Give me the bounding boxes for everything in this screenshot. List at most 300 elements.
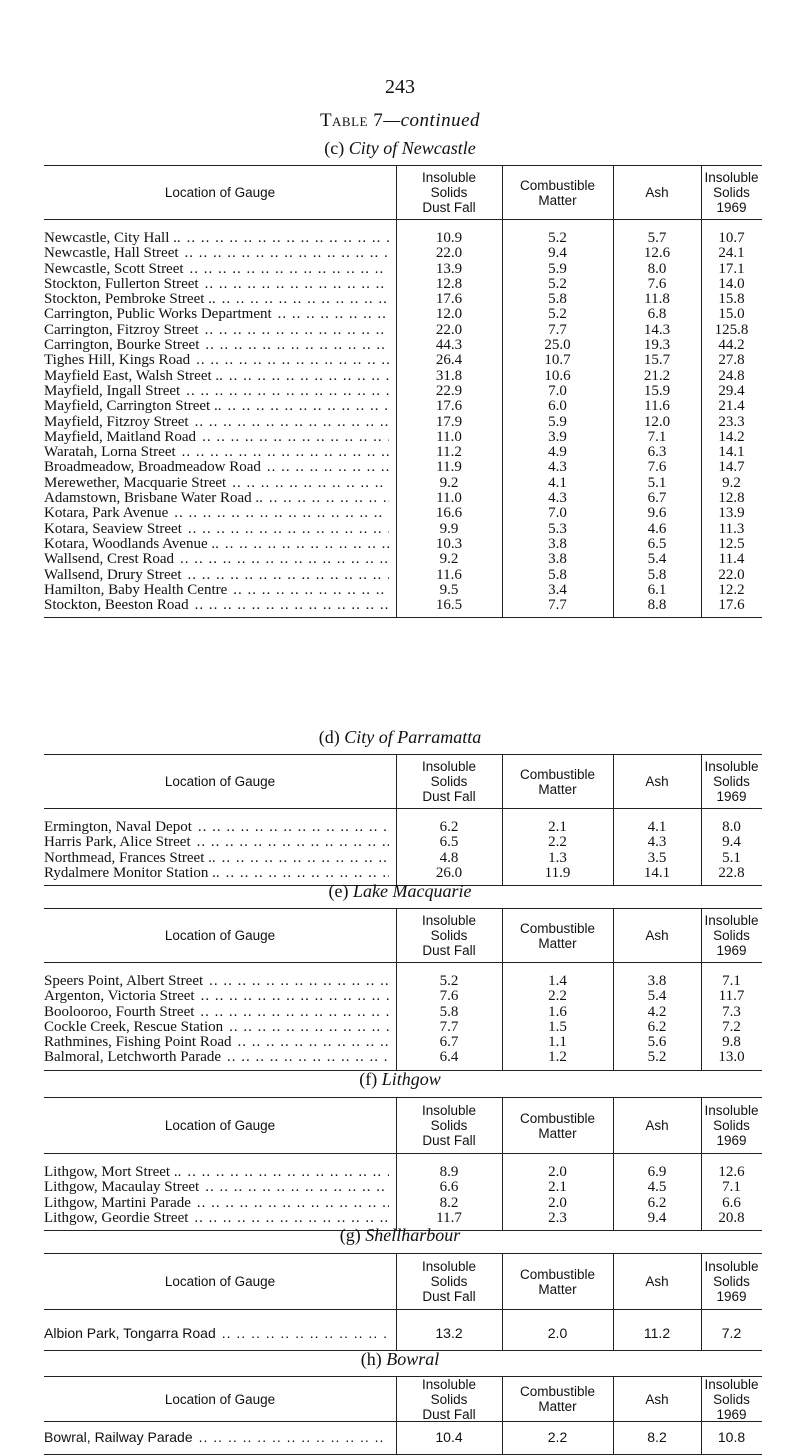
table-row	[44, 866, 762, 881]
cell-combustible: 5.3	[548, 520, 567, 537]
cell-solids-1969: 12.5	[718, 535, 745, 552]
cell-dust-fall: 17.6	[435, 398, 463, 415]
column-divider	[502, 909, 503, 1070]
cell-ash: 14.3	[643, 321, 671, 338]
cell-solids-1969: 23.3	[718, 413, 745, 430]
table-header	[44, 166, 762, 220]
table-row	[44, 277, 762, 292]
table-row	[44, 583, 762, 598]
cell-combustible: 5.8	[548, 566, 567, 583]
page-number: 243	[385, 76, 415, 98]
table-row	[44, 369, 762, 384]
cell-solids-1969: 14.7	[718, 459, 745, 476]
cell-combustible: 7.7	[548, 597, 567, 614]
column-divider	[701, 1377, 702, 1454]
header-dust-fall	[396, 166, 502, 219]
header-dust-fall-line: Dust Fall	[422, 200, 476, 215]
cell-combustible: 3.8	[548, 535, 567, 552]
cell-combustible: 5.9	[548, 413, 567, 430]
cell-ash: 11.8	[644, 291, 670, 308]
header-combustible-line: Combustible	[519, 766, 596, 782]
cell-dust-fall: 10.3	[435, 535, 463, 552]
header-ash	[613, 166, 701, 219]
table-header	[44, 755, 762, 809]
cell-location: Wallsend, Drury Street .. ..	[44, 568, 389, 583]
cell-solids-1969: 22.0	[718, 566, 745, 583]
cell-ash: 5.1	[647, 474, 667, 491]
header-ash-line: Ash	[645, 1391, 669, 1407]
cell-location: Carrington, Public Works Department .. ..	[44, 307, 389, 322]
table-header	[44, 1254, 762, 1310]
cell-ash: 6.5	[647, 535, 667, 552]
table-row	[44, 1428, 762, 1446]
header-location-line: Location of Gauge	[164, 185, 276, 200]
header-solids-1969	[701, 1098, 762, 1153]
cell-solids-1969: 20.8	[718, 1209, 745, 1226]
header-solids-1969-line: 1969	[716, 789, 747, 804]
cell-solids-1969: 14.1	[718, 444, 745, 461]
cell-location: Ermington, Naval Depot .. ..	[44, 820, 389, 835]
header-dust-fall-line: Solids	[430, 928, 468, 943]
header-solids-1969	[701, 909, 762, 962]
table-row	[44, 384, 762, 399]
table-row	[44, 835, 762, 850]
cell-dust-fall: 11.6	[436, 566, 462, 583]
cell-solids-1969: 14.0	[718, 275, 745, 292]
data-table-city-of-parramatta	[44, 754, 762, 886]
cell-location: Carrington, Fitzroy Street .. ..	[44, 323, 389, 338]
header-ash-line: Ash	[645, 1274, 669, 1289]
column-divider	[502, 1098, 503, 1230]
cell-ash: 9.6	[647, 505, 667, 522]
table-header	[44, 1377, 762, 1422]
cell-ash: 5.4	[647, 551, 667, 568]
cell-location: Balmoral, Letchworth Parade .. ..	[44, 1050, 389, 1065]
header-combustible-line: Matter	[538, 1281, 577, 1297]
cell-ash: 4.2	[647, 1003, 667, 1020]
table-row	[44, 246, 762, 261]
cell-location: Adamstown, Brisbane Water Road .. .. ..	[44, 491, 389, 506]
header-ash	[613, 1098, 701, 1153]
table-row	[44, 307, 762, 322]
cell-dust-fall: 26.0	[435, 864, 463, 881]
cell-combustible: 4.3	[548, 459, 567, 476]
cell-solids-1969: 13.0	[718, 1049, 745, 1066]
table-title	[0, 110, 800, 132]
section-title-lake-macquarie	[0, 881, 800, 902]
cell-ash: 12.6	[643, 245, 671, 262]
header-location-line: Location of Gauge	[164, 1391, 276, 1407]
cell-dust-fall: 5.2	[439, 973, 459, 989]
cell-solids-1969: 24.1	[718, 245, 745, 262]
cell-ash: 9.4	[647, 1209, 667, 1226]
header-dust-fall-line: Solids	[430, 185, 468, 200]
cell-location: Argenton, Victoria Street .. ..	[44, 989, 389, 1004]
table-row	[44, 537, 762, 552]
column-divider	[502, 755, 503, 885]
cell-combustible: 3.4	[548, 581, 567, 598]
header-combustible-line: Combustible	[519, 177, 596, 193]
cell-ash: 6.2	[647, 1194, 667, 1211]
header-combustible-line: Combustible	[519, 1384, 596, 1399]
header-dust-fall-line: Insoluble	[421, 759, 477, 774]
cell-ash: 4.6	[647, 520, 667, 537]
table-row	[44, 522, 762, 537]
header-location	[44, 755, 396, 808]
cell-location: Lithgow, Martini Parade .. ..	[44, 1196, 389, 1211]
header-solids-1969-line: Solids	[713, 928, 750, 943]
table-title-label: Table 7	[319, 110, 384, 131]
cell-dust-fall: 11.0	[436, 490, 462, 507]
cell-solids-1969: 12.6	[718, 1164, 745, 1180]
header-ash-line: Ash	[645, 774, 669, 789]
header-dust-fall-line: Insoluble	[421, 170, 477, 185]
cell-ash: 11.2	[643, 1325, 671, 1341]
column-divider	[613, 1098, 614, 1230]
header-location	[44, 166, 396, 219]
cell-dust-fall: 11.0	[436, 428, 462, 445]
section-name: City of Newcastle	[348, 138, 476, 158]
cell-combustible: 5.2	[548, 275, 567, 292]
column-divider	[613, 166, 614, 617]
column-divider	[396, 755, 397, 885]
section-name: Lithgow	[381, 1069, 441, 1089]
cell-location: Carrington, Bourke Street .. ..	[44, 338, 389, 353]
cell-location: Stockton, Beeston Road .. ..	[44, 598, 389, 613]
column-divider	[613, 909, 614, 1070]
cell-location: Albion Park, Tongarra Road .. ..	[44, 1324, 389, 1342]
header-solids-1969-line: Solids	[713, 1118, 750, 1133]
table-row	[44, 231, 762, 246]
cell-solids-1969: 14.2	[718, 428, 745, 445]
cell-ash: 8.2	[647, 1429, 667, 1445]
cell-combustible: 5.2	[548, 306, 567, 323]
cell-dust-fall: 6.6	[439, 1179, 459, 1196]
section-label: (d)	[318, 727, 340, 747]
cell-location: Waratah, Lorna Street .. ..	[44, 445, 389, 460]
table-row	[44, 1005, 762, 1020]
section-label: (g)	[339, 1225, 361, 1245]
header-solids-1969-line: Insoluble	[704, 759, 759, 774]
cell-solids-1969: 44.2	[718, 337, 745, 354]
data-table-city-of-newcastle	[44, 165, 762, 618]
cell-dust-fall: 26.4	[435, 352, 463, 369]
header-dust-fall-line: Insoluble	[421, 913, 477, 928]
cell-location: Wallsend, Crest Road .. ..	[44, 552, 389, 567]
cell-solids-1969: 7.3	[722, 1003, 741, 1020]
cell-location: Bowral, Railway Parade .. ..	[44, 1428, 389, 1446]
table-row	[44, 851, 762, 866]
column-divider	[396, 1254, 397, 1350]
section-label: (c)	[324, 138, 345, 158]
cell-location: Rathmines, Fishing Point Road .. ..	[44, 1035, 389, 1050]
cell-dust-fall: 7.6	[439, 988, 459, 1005]
cell-solids-1969: 8.0	[722, 819, 741, 835]
cell-dust-fall: 16.5	[435, 597, 463, 614]
cell-ash: 3.8	[647, 973, 667, 989]
cell-combustible: 2.0	[547, 1325, 568, 1341]
cell-location: Kotara, Woodlands Avenue .. .. ..	[44, 537, 389, 552]
cell-solids-1969: 9.2	[722, 474, 741, 491]
header-location	[44, 1098, 396, 1153]
column-divider	[613, 755, 614, 885]
cell-location: Lithgow, Macaulay Street .. ..	[44, 1180, 389, 1195]
cell-dust-fall: 8.2	[439, 1194, 459, 1211]
cell-combustible: 2.1	[548, 1179, 567, 1196]
column-divider	[502, 166, 503, 617]
cell-combustible: 7.0	[548, 382, 567, 399]
section-title-city-of-newcastle	[0, 138, 800, 159]
cell-dust-fall: 9.5	[439, 581, 459, 598]
cell-dust-fall: 6.7	[439, 1034, 459, 1051]
cell-location: Stockton, Fullerton Street .. ..	[44, 277, 389, 292]
table-row	[44, 1324, 762, 1342]
header-dust-fall-line: Insoluble	[421, 1259, 477, 1274]
section-title-city-of-parramatta	[0, 727, 800, 748]
header-location	[44, 1254, 396, 1309]
header-location-line: Location of Gauge	[164, 928, 276, 943]
header-combustible-line: Combustible	[519, 1110, 596, 1126]
cell-dust-fall: 4.8	[439, 849, 459, 866]
table-row	[44, 506, 762, 521]
cell-combustible: 4.9	[548, 444, 567, 461]
header-solids-1969-line: Insoluble	[704, 1103, 759, 1118]
cell-ash: 15.9	[643, 382, 671, 399]
header-combustible	[502, 166, 613, 219]
section-name: Lake Macquarie	[353, 881, 472, 901]
header-combustible	[502, 1098, 613, 1153]
cell-ash: 6.8	[647, 306, 667, 323]
header-combustible-line: Matter	[538, 781, 577, 797]
section-label: (f)	[359, 1069, 378, 1089]
cell-dust-fall: 11.9	[436, 459, 462, 476]
cell-ash: 5.2	[647, 1049, 667, 1066]
table-row	[44, 974, 762, 989]
header-solids-1969-line: Insoluble	[704, 1259, 759, 1274]
header-dust-fall-line: Solids	[430, 1391, 468, 1407]
header-solids-1969	[701, 1254, 762, 1309]
header-dust-fall-line: Insoluble	[421, 1376, 477, 1392]
header-combustible-line: Combustible	[519, 1266, 596, 1282]
section-label: (h)	[360, 1349, 382, 1369]
header-solids-1969-line: 1969	[716, 943, 747, 958]
cell-dust-fall: 6.5	[439, 834, 459, 851]
cell-ash: 8.8	[647, 597, 667, 614]
cell-ash: 7.6	[647, 459, 667, 476]
column-divider	[613, 1377, 614, 1454]
cell-solids-1969: 17.6	[718, 597, 745, 614]
cell-combustible: 5.9	[548, 260, 567, 277]
header-dust-fall	[396, 1377, 502, 1421]
table-row	[44, 415, 762, 430]
cell-solids-1969: 15.0	[718, 306, 745, 323]
cell-dust-fall: 13.2	[435, 1325, 463, 1341]
cell-ash: 6.2	[647, 1018, 667, 1035]
cell-ash: 6.1	[647, 581, 667, 598]
cell-combustible: 2.1	[548, 819, 567, 835]
cell-location: Mayfield East, Walsh Street .. .. ..	[44, 369, 389, 384]
data-table-shellharbour	[44, 1253, 762, 1351]
cell-combustible: 25.0	[544, 337, 571, 354]
column-divider	[613, 1254, 614, 1350]
header-dust-fall-line: Dust Fall	[422, 1289, 476, 1304]
table-row	[44, 598, 762, 613]
cell-ash: 19.3	[643, 337, 671, 354]
header-combustible	[502, 755, 613, 808]
cell-ash: 8.0	[647, 260, 667, 277]
header-ash	[613, 909, 701, 962]
cell-ash: 12.0	[643, 413, 671, 430]
cell-dust-fall: 12.0	[435, 306, 463, 323]
table-row	[44, 445, 762, 460]
table-body	[44, 1310, 762, 1350]
cell-ash: 3.5	[647, 849, 667, 866]
section-title-lithgow	[0, 1069, 800, 1090]
header-ash-line: Ash	[645, 928, 669, 943]
cell-combustible: 7.0	[548, 505, 567, 522]
section-title-shellharbour	[0, 1225, 800, 1246]
table-row	[44, 568, 762, 583]
data-table-bowral	[44, 1376, 762, 1455]
cell-dust-fall: 16.6	[435, 505, 463, 522]
section-name: City of Parramatta	[344, 727, 482, 747]
cell-location: Broadmeadow, Broadmeadow Road .. ..	[44, 460, 389, 475]
header-dust-fall	[396, 909, 502, 962]
cell-location: Newcastle, Hall Street .. ..	[44, 246, 389, 261]
table-body	[44, 1154, 762, 1230]
table-row	[44, 1165, 762, 1180]
table-row	[44, 989, 762, 1004]
cell-ash: 6.9	[647, 1164, 667, 1180]
cell-combustible: 4.3	[548, 490, 567, 507]
header-solids-1969-line: Insoluble	[704, 913, 759, 928]
cell-location: Cockle Creek, Rescue Station .. ..	[44, 1020, 389, 1035]
cell-dust-fall: 11.7	[436, 1209, 462, 1226]
cell-location: Rydalmere Monitor Station .. .. ..	[44, 866, 389, 881]
cell-dust-fall: 7.7	[439, 1018, 459, 1035]
section-label: (e)	[328, 881, 349, 901]
cell-dust-fall: 17.6	[435, 291, 463, 308]
section-name: Shellharbour	[365, 1225, 461, 1245]
cell-dust-fall: 13.9	[435, 260, 463, 277]
cell-ash: 11.6	[644, 398, 670, 415]
cell-combustible: 10.6	[544, 367, 571, 384]
section-title-bowral	[0, 1349, 800, 1370]
cell-location: Mayfield, Carrington Street .. .. ..	[44, 399, 389, 414]
cell-dust-fall: 22.9	[435, 382, 463, 399]
table-body	[44, 809, 762, 885]
table-row	[44, 323, 762, 338]
cell-location: Mayfield, Maitland Road .. ..	[44, 430, 389, 445]
cell-location: Mayfield, Ingall Street .. ..	[44, 384, 389, 399]
cell-combustible: 1.6	[548, 1003, 567, 1020]
cell-combustible: 1.4	[548, 973, 567, 989]
cell-combustible: 4.1	[548, 474, 567, 491]
cell-ash: 6.3	[647, 444, 667, 461]
cell-solids-1969: 9.4	[722, 834, 741, 851]
header-dust-fall	[396, 1098, 502, 1153]
cell-solids-1969: 5.1	[722, 849, 741, 866]
cell-location: Lithgow, Mort Street .. .. ..	[44, 1165, 389, 1180]
header-combustible-line: Matter	[538, 1399, 577, 1414]
header-solids-1969-line: Insoluble	[704, 170, 759, 185]
cell-solids-1969: 125.8	[714, 321, 749, 338]
cell-ash: 5.8	[647, 566, 667, 583]
header-dust-fall-line: Dust Fall	[422, 1406, 476, 1422]
cell-solids-1969: 11.7	[718, 988, 745, 1005]
cell-location: Merewether, Macquarie Street .. ..	[44, 476, 389, 491]
header-combustible-line: Combustible	[519, 920, 596, 936]
table-row	[44, 1035, 762, 1050]
header-solids-1969-line: 1969	[716, 1406, 747, 1422]
cell-location: Kotara, Seaview Street .. ..	[44, 522, 389, 537]
data-table-lake-macquarie	[44, 908, 762, 1071]
header-solids-1969	[701, 755, 762, 808]
data-table-lithgow	[44, 1097, 762, 1231]
header-dust-fall-line: Dust Fall	[422, 789, 476, 804]
cell-combustible: 3.8	[548, 551, 567, 568]
cell-ash: 5.7	[647, 230, 667, 246]
cell-ash: 4.1	[647, 819, 667, 835]
cell-solids-1969: 7.1	[722, 973, 741, 989]
cell-ash: 15.7	[643, 352, 671, 369]
cell-ash: 5.6	[647, 1034, 667, 1051]
cell-combustible: 2.2	[547, 1429, 568, 1445]
cell-location: Kotara, Park Avenue .. ..	[44, 506, 389, 521]
table-row	[44, 1180, 762, 1195]
header-location-line: Location of Gauge	[164, 774, 276, 789]
column-divider	[396, 166, 397, 617]
table-row	[44, 353, 762, 368]
header-solids-1969-line: 1969	[716, 1289, 747, 1304]
column-divider	[701, 755, 702, 885]
cell-solids-1969: 9.8	[722, 1034, 741, 1051]
header-solids-1969-line: Solids	[713, 1391, 750, 1407]
cell-dust-fall: 10.9	[435, 230, 463, 246]
header-dust-fall-line: Solids	[430, 774, 468, 789]
cell-solids-1969: 7.1	[722, 1179, 741, 1196]
header-solids-1969-line: Insoluble	[704, 1376, 759, 1392]
column-divider	[701, 909, 702, 1070]
table-row	[44, 430, 762, 445]
cell-solids-1969: 24.8	[718, 367, 745, 384]
cell-solids-1969: 27.8	[718, 352, 745, 369]
cell-solids-1969: 10.8	[717, 1429, 746, 1445]
cell-combustible: 2.0	[548, 1164, 567, 1180]
cell-combustible: 1.3	[548, 849, 567, 866]
header-solids-1969-line: Solids	[713, 774, 750, 789]
header-dust-fall	[396, 1254, 502, 1309]
table-row	[44, 491, 762, 506]
column-divider	[701, 166, 702, 617]
table-title-suffix: —continued	[383, 110, 481, 131]
cell-combustible: 1.5	[548, 1018, 567, 1035]
table-row	[44, 552, 762, 567]
table-header	[44, 1098, 762, 1154]
cell-solids-1969: 12.2	[718, 581, 745, 598]
table-row	[44, 399, 762, 414]
cell-location: Newcastle, Scott Street .. ..	[44, 262, 389, 277]
cell-location: Mayfield, Fitzroy Street .. ..	[44, 415, 389, 430]
table-row	[44, 1050, 762, 1065]
header-solids-1969	[701, 1377, 762, 1421]
cell-dust-fall: 6.2	[439, 819, 459, 835]
header-solids-1969	[701, 166, 762, 219]
cell-solids-1969: 29.4	[718, 382, 745, 399]
cell-combustible: 7.7	[548, 321, 567, 338]
cell-location: Hamilton, Baby Health Centre .. ..	[44, 583, 389, 598]
column-divider	[502, 1254, 503, 1350]
